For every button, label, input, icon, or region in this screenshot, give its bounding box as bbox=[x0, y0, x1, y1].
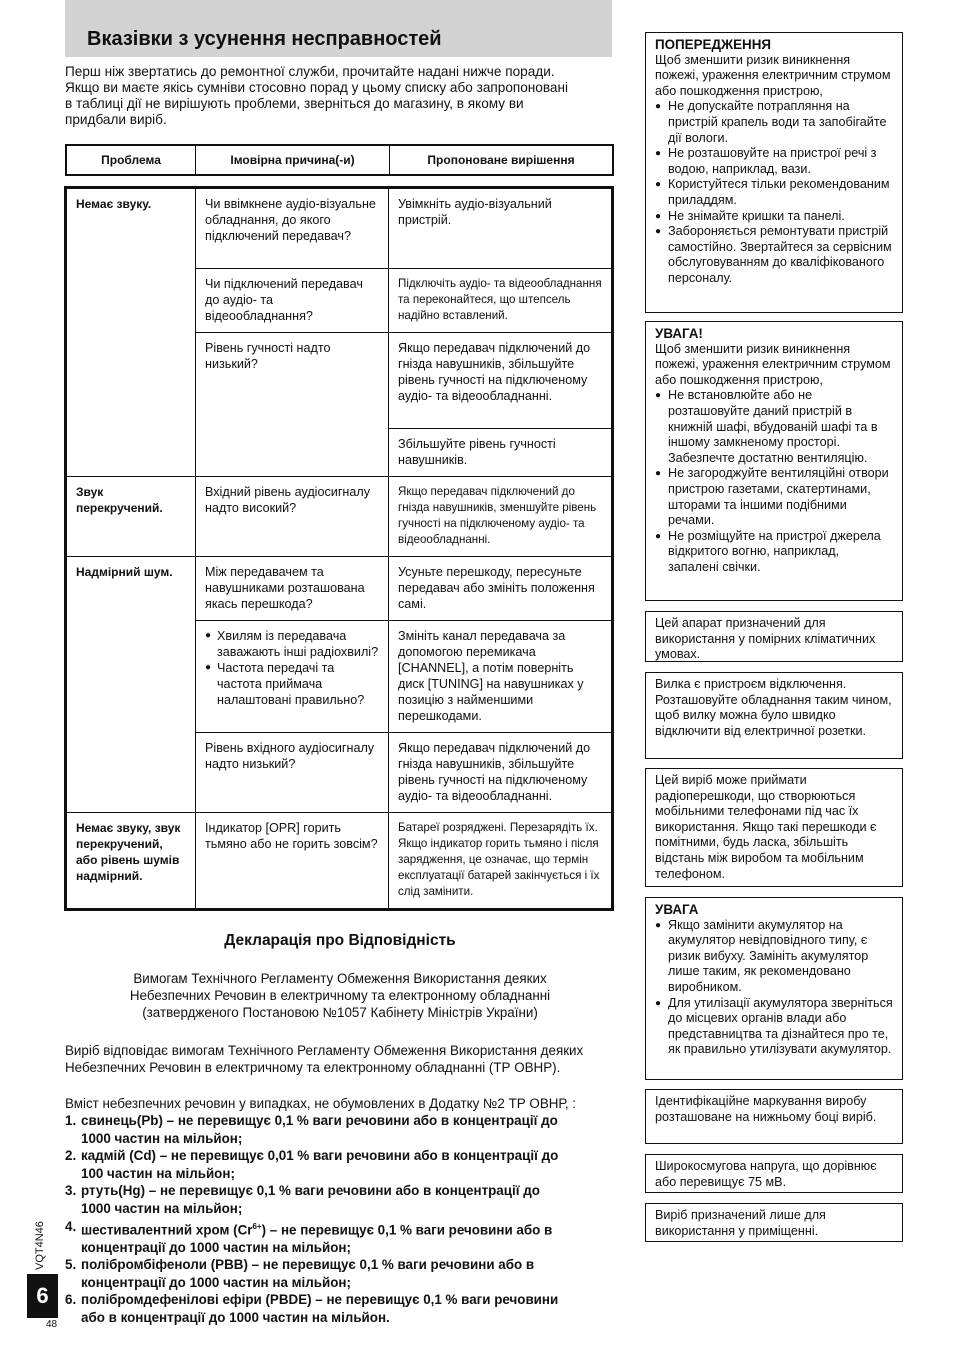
warning-box bbox=[645, 32, 903, 313]
page-tab: 6 bbox=[27, 1274, 58, 1318]
interference-box bbox=[645, 768, 903, 887]
page-title: Вказівки з усунення несправностей bbox=[87, 28, 442, 50]
problem-cell: Немає звуку, звук перекручений, або рівень шумів надмірний. bbox=[67, 813, 196, 909]
intro-text bbox=[65, 64, 615, 128]
cause-cell: Рівень вхідного аудіосигналу надто низький? bbox=[196, 733, 389, 813]
compliance-text bbox=[65, 1042, 625, 1076]
battery-bullet: ● Якщо замінити акумулятор на акумулятор невідповідного типу, є ризик вибуху. Замініть акумулятор лише таким, як рекомендовано виробником. bbox=[668, 918, 893, 996]
document-code: VQT4N46 bbox=[34, 1221, 46, 1270]
caution-bullet: ● Не розміщуйте на пристрої джерела відкритого вогню, наприклад, запалені свічки. bbox=[668, 529, 893, 576]
caution-bullet: ● Не встановлюйте або не розташовуйте даний пристрій в книжній шафі, вбудованій шафі та в іншому замкненому просторі. Забезпечте достатню вентиляцію. bbox=[668, 388, 893, 466]
cause-bullet: ● Частота передачі та частота приймача налаштовані правильно? bbox=[217, 660, 379, 708]
cause-cell: Індикатор [OPR] горить тьмяно або не горить зовсім? bbox=[196, 813, 389, 909]
warning-bullet: ● Не допускайте потрапляння на пристрій крапель води та запобігайте дії вологи. bbox=[668, 99, 893, 146]
list-item: 2. кадмій (Cd) – не перевищує 0,01 % ваги речовини або в концентрації до 100 частин на мільйон; bbox=[65, 1148, 559, 1181]
climate-box bbox=[645, 611, 903, 662]
intro-line: в таблиці дії не вирішують проблеми, зверніться до магазину, в якому ви bbox=[65, 96, 524, 111]
plug-text: Вилка є пристроєм відключення. Розташовуйте обладнання таким чином, щоб вилку можна було швидко відключити від електричної розетки. bbox=[655, 677, 892, 738]
warning-title: ПОПЕРЕДЖЕННЯ bbox=[655, 37, 771, 52]
table-row bbox=[67, 557, 612, 621]
cause-cell: Чи ввімкнене аудіо-візуальне обладнання, до якого підключений передавач? bbox=[196, 189, 389, 269]
warning-text: Щоб зменшити ризик виникнення пожежі, ураження електричним струмом або пошкодження пристрою, bbox=[655, 52, 891, 98]
caution-box bbox=[645, 321, 903, 601]
indoor-box bbox=[645, 1203, 903, 1242]
declaration-title: Декларація про Відповідність bbox=[224, 932, 456, 949]
interference-text: Цей виріб може приймати радіоперешкоди, що створюються мобільними телефонами під час їх використання. Якщо такі перешкоди є помітними, будь ласка, збільшіть відстань між виробом та мобільним телефоном. bbox=[655, 773, 877, 881]
plug-box bbox=[645, 672, 903, 759]
list-item: 1. свинець(Pb) – не перевищує 0,1 % ваги речовини або в концентрації до 1000 частин на мільйон; bbox=[65, 1113, 558, 1146]
solution-cell: Батареї розряджені. Перезарядіть їх. Якщо індикатор горить тьмяно і після зарядження, це означає, що термін експлуатації батарей закінчується і їх слід замінити. bbox=[389, 813, 612, 909]
header-problem: Проблема bbox=[101, 153, 161, 167]
declaration-line: Вимогам Технічного Регламенту Обмеження Використання деяких bbox=[133, 971, 547, 986]
problem-cell: Немає звуку. bbox=[67, 189, 196, 477]
table-row bbox=[67, 813, 612, 909]
table-row bbox=[67, 477, 612, 557]
troubleshooting-table bbox=[64, 186, 614, 911]
header-solution: Пропоноване вирішення bbox=[390, 146, 613, 174]
warning-bullet: ● Не знімайте кришки та панелі. bbox=[668, 209, 893, 225]
intro-line: придбали виріб. bbox=[65, 112, 167, 127]
page-number: 48 bbox=[46, 1319, 58, 1330]
declaration-line: Небезпечних Речовин в електричному та електронному обладнанні bbox=[129, 988, 551, 1003]
solution-cell: Якщо передавач підключений до гнізда навушників, збільшуйте рівень гучності на підключеному аудіо- та відеообладнанні. bbox=[389, 333, 612, 429]
indoor-text: Виріб призначений лише для використання у приміщенні. bbox=[655, 1208, 826, 1238]
declaration-centered-text bbox=[65, 970, 615, 1021]
list-item: 3. ртуть(Hg) – не перевищує 0,1 % ваги речовини або в концентрації до 1000 частин на мільйон; bbox=[65, 1183, 540, 1216]
compliance-line: Виріб відповідає вимогам Технічного Регламенту Обмеження Використання деяких bbox=[65, 1043, 584, 1058]
cause-cell bbox=[196, 621, 389, 733]
warning-bullet: ● Не розташовуйте на пристрої речі з водою, наприклад, вази. bbox=[668, 146, 893, 177]
caution-text: Щоб зменшити ризик виникнення пожежі, ураження електричним струмом або пошкодження пристрою, bbox=[655, 341, 891, 387]
declaration-line: (затвердженого Постановою №1057 Кабінету Міністрів України) bbox=[142, 1005, 538, 1020]
caution-bullet: ● Не загороджуйте вентиляційні отвори пристрою газетами, скатертинами, шторами та іншими подібними речами. bbox=[668, 466, 893, 528]
marking-box bbox=[645, 1089, 903, 1144]
solution-cell: Якщо передавач підключений до гнізда навушників, збільшуйте рівень гучності на підключеному аудіо- та відеообладнанні. bbox=[389, 733, 612, 813]
cause-cell: Між передавачем та навушниками розташована якась перешкода? bbox=[196, 557, 389, 621]
warning-bullet: ● Користуйтеся тільки рекомендованим приладдям. bbox=[668, 177, 893, 208]
battery-bullet: ● Для утилізації акумулятора зверніться до місцевих органів влади або представництва та дізнайтеся про те, як правильно утилізувати акумулятор. bbox=[668, 996, 893, 1058]
table-header bbox=[65, 144, 614, 176]
marking-text: Ідентифікаційне маркування виробу розташоване на нижньому боці виріб. bbox=[655, 1094, 877, 1124]
list-item: 4. шестивалентний хром $(Cr^{6+})$ – не перевищує 0,1 % ваги речовини або в концентрації до 1000 частин на мільйон; bbox=[65, 1218, 553, 1255]
content-intro: Вміст небезпечних речовин у випадках, не обумовлених в Додатку №2 ТР ОВНР, : bbox=[65, 1096, 576, 1111]
list-item: 5. полібромбіфеноли (PBB) – не перевищує 0,1 % ваги речовини або в концентрації до 1000 частин на мільйон; bbox=[65, 1257, 535, 1290]
cause-cell: Рівень гучності надто низький? bbox=[196, 333, 389, 477]
battery-box bbox=[645, 897, 903, 1080]
intro-line: Перш ніж звертатись до ремонтної служби, прочитайте надані нижче поради. bbox=[65, 64, 555, 79]
solution-cell: Змініть канал передавача за допомогою перемикача [CHANNEL], а потім поверніть диск [TUNING] на навушниках у позицію з найменшими перешкодами. bbox=[389, 621, 612, 733]
climate-text: Цей апарат призначений для використання у помірних кліматичних умовах. bbox=[655, 616, 876, 662]
solution-cell: Якщо передавач підключений до гнізда навушників, зменшуйте рівень гучності на підключеному аудіо- та відеообладнанні. bbox=[389, 477, 612, 557]
compliance-line: Небезпечних Речовин в електричному та електронному обладнанні (ТР ОВНР). bbox=[65, 1060, 561, 1075]
warning-bullet: ● Забороняється ремонтувати пристрій самостійно. Звертайтеся за сервісним обслуговуванням до кваліфікованого персоналу. bbox=[668, 224, 893, 286]
solution-cell: Підключіть аудіо- та відеообладнання та переконайтеся, що штепсель надійно вставлений. bbox=[389, 269, 612, 333]
header-cause: Імовірна причина(-и) bbox=[196, 146, 390, 174]
solution-cell: Збільшуйте рівень гучності навушників. bbox=[389, 429, 612, 477]
problem-cell: Звук перекручений. bbox=[67, 477, 196, 557]
solution-cell: Увімкніть аудіо-візуальний пристрій. bbox=[389, 189, 612, 269]
cause-cell: Чи підключений передавач до аудіо- та відеообладнання? bbox=[196, 269, 389, 333]
voltage-text: Широкосмугова напруга, що дорівнює або перевищує 75 мВ. bbox=[655, 1159, 877, 1189]
title-bar bbox=[65, 0, 612, 57]
table-row bbox=[67, 189, 612, 269]
problem-cell: Надмірний шум. bbox=[67, 557, 196, 813]
caution-title: УВАГА! bbox=[655, 326, 703, 341]
battery-title: УВАГА bbox=[655, 902, 699, 917]
cause-bullet: ● Хвилям із передавача заважають інші радіохвилі? bbox=[217, 628, 379, 660]
intro-line: Якщо ви маєте якісь сумніви стосовно порад у цьому списку або запропоновані bbox=[65, 80, 569, 95]
cause-cell: Вхідний рівень аудіосигналу надто високий? bbox=[196, 477, 389, 557]
voltage-box bbox=[645, 1154, 903, 1193]
solution-cell: Усуньте перешкоду, пересуньте передавач або змініть положення самі. bbox=[389, 557, 612, 621]
list-item: 6. полібромдефенілові ефіри (PBDE) – не перевищує 0,1 % ваги речовини або в концентрації до 1000 частин на мільйон. bbox=[65, 1292, 559, 1325]
substances-list bbox=[65, 1112, 625, 1327]
